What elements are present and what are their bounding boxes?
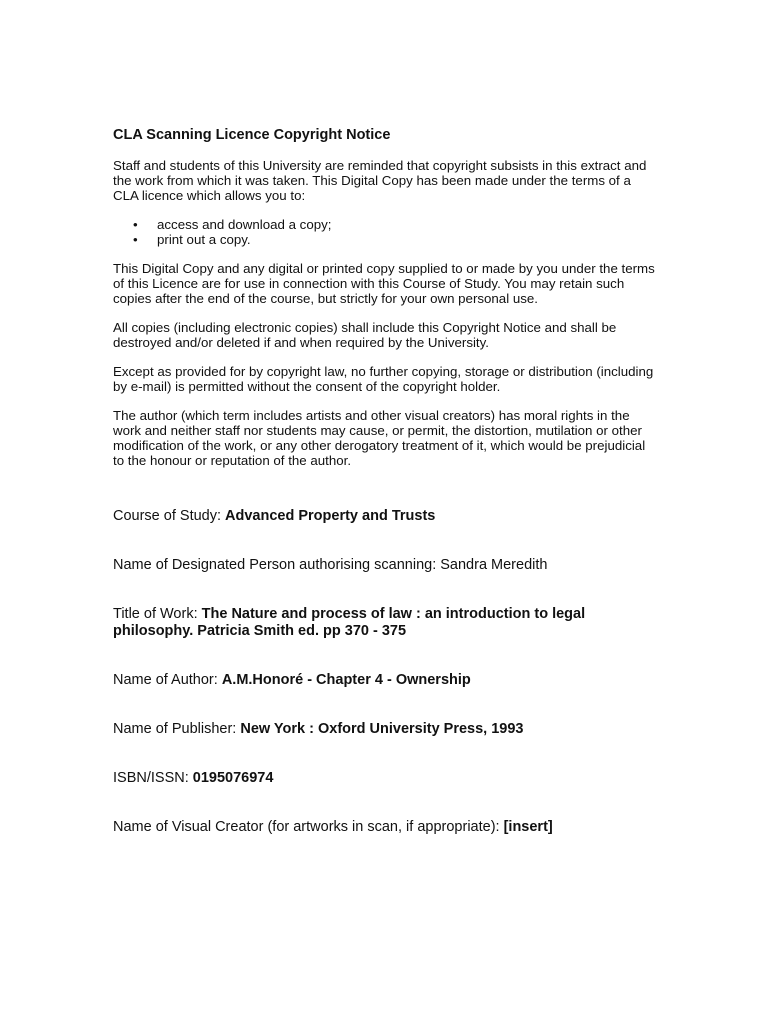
designated-person-field <box>113 557 658 574</box>
course-label: Course of Study: <box>113 508 226 524</box>
moral-rights-paragraph: The author (which term includes artists and other visual creators) has moral rights in the work and neither staff nor students may cause, or permit, the distortion, mutilation or other modification of the work, or any other derogatory treatment of it, which would be prejudicial to the honour or reputation of the author. <box>113 408 646 468</box>
isbn-value: 0195076974 <box>192 770 274 786</box>
visual-creator-label: Name of Visual Creator (for artworks in scan, if appropriate): <box>113 819 504 835</box>
list-item-text: print out a copy. <box>157 232 251 247</box>
publisher-label: Name of Publisher: <box>113 721 241 737</box>
publisher-value: New York : Oxford University Press, 1993 <box>240 721 524 737</box>
visual-creator-field <box>113 819 658 836</box>
intro-paragraph: Staff and students of this University are reminded that copyright subsists in this extract and the work from which it was taken. This Digital Copy has been made under the terms of a CLA licence which allows you to: <box>113 158 647 203</box>
author-value: A.M.Honoré - Chapter 4 - Ownership <box>221 672 471 688</box>
visual-creator-value: [insert] <box>503 819 553 835</box>
course-field <box>113 508 658 525</box>
title-of-work-value: The Nature and process of law : an introduction to legal philosophy. Patricia Smith ed. pp 370 - 375 <box>113 606 586 639</box>
permissions-list <box>113 217 658 247</box>
bullet-icon: • <box>133 217 138 232</box>
title-of-work-field <box>113 606 658 640</box>
publisher-field <box>113 721 658 738</box>
designated-person-label: Name of Designated Person authorising scanning: Sandra Meredith <box>113 557 548 573</box>
use-paragraph: This Digital Copy and any digital or printed copy supplied to or made by you under the terms of this Licence are for use in connection with this Course of Study. You may retain such copies after the end of the course, but strictly for your own personal use. <box>113 261 655 306</box>
title-of-work-label: Title of Work: <box>113 606 202 622</box>
copies-paragraph: All copies (including electronic copies) shall include this Copyright Notice and shall be destroyed and/or deleted if and when required by the University. <box>113 320 617 350</box>
author-field <box>113 672 658 689</box>
copyright-notice <box>113 126 658 835</box>
author-label: Name of Author: <box>113 672 222 688</box>
isbn-field <box>113 770 658 787</box>
except-paragraph: Except as provided for by copyright law, no further copying, storage or distribution (including by e-mail) is permitted without the consent of the copyright holder. <box>113 364 654 394</box>
list-item <box>113 217 658 232</box>
list-item <box>113 232 658 247</box>
notice-title: CLA Scanning Licence Copyright Notice <box>113 127 391 143</box>
isbn-label: ISBN/ISSN: <box>113 770 193 786</box>
bullet-icon: • <box>133 232 138 247</box>
list-item-text: access and download a copy; <box>157 217 332 232</box>
course-value: Advanced Property and Trusts <box>225 508 436 524</box>
